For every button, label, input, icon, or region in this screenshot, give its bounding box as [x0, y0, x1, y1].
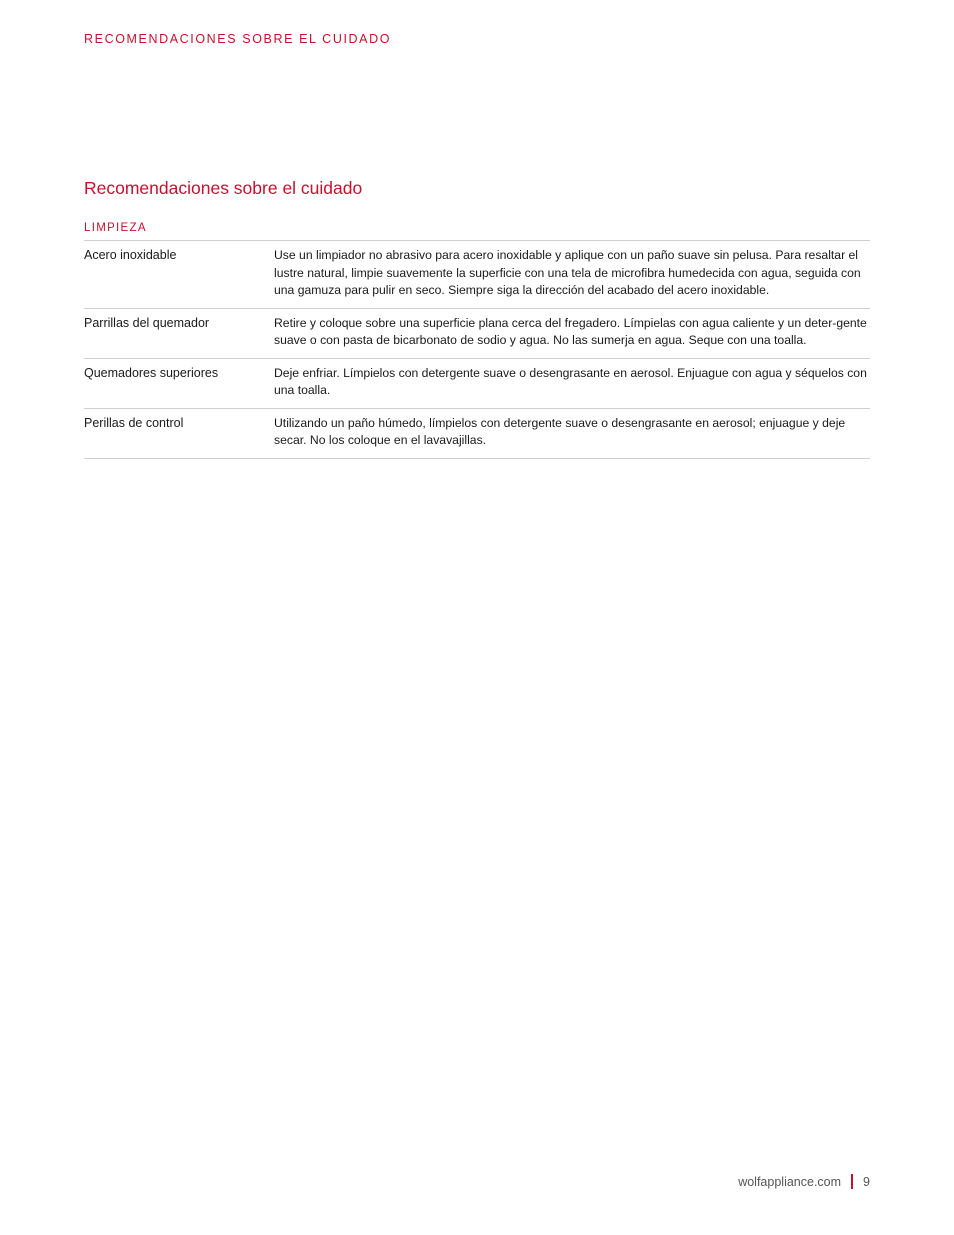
footer-divider	[851, 1174, 853, 1189]
row-description: Use un limpiador no abrasivo para acero inoxidable y aplique con un paño suave sin pelusa. Para resaltar el lustre natural, limpie suavemente la superficie con una tela de microfibra humedecida con agua, seguida con una gamuza para pulir en seco. Siempre siga la dirección del acabado del acero inoxidable.	[274, 248, 861, 297]
cleaning-table	[84, 240, 870, 459]
row-label: Parrillas del quemador	[84, 315, 210, 330]
page-footer	[738, 1174, 870, 1189]
table-row	[84, 359, 870, 409]
website-link[interactable]: wolfappliance.com	[738, 1174, 842, 1189]
row-label: Quemadores superiores	[84, 365, 219, 380]
section-subhead: LIMPIEZA	[84, 222, 147, 234]
table-row	[84, 241, 870, 309]
section-title: Recomendaciones sobre el cuidado	[84, 178, 363, 198]
running-header: RECOMENDACIONES SOBRE EL CUIDADO	[84, 32, 392, 46]
row-label: Acero inoxidable	[84, 248, 177, 262]
row-label: Perillas de control	[84, 415, 184, 430]
table-row	[84, 409, 870, 459]
page-number: 9	[863, 1174, 870, 1189]
table-row	[84, 309, 870, 359]
row-description: Utilizando un paño húmedo, límpielos con detergente suave o desengrasante en aerosol; enjuague y deje secar. No los coloque en el lavavajillas.	[274, 415, 846, 447]
row-description: Retire y coloque sobre una superficie plana cerca del fregadero. Límpielas con agua caliente y un deter-gente suave o con pasta de bicarbonato de sodio y agua. No las sumerja en agua. Seque con una toalla.	[274, 315, 867, 347]
row-description: Deje enfriar. Límpielos con detergente suave o desengrasante en aerosol. Enjuague con agua y séquelos con una toalla.	[274, 365, 867, 397]
